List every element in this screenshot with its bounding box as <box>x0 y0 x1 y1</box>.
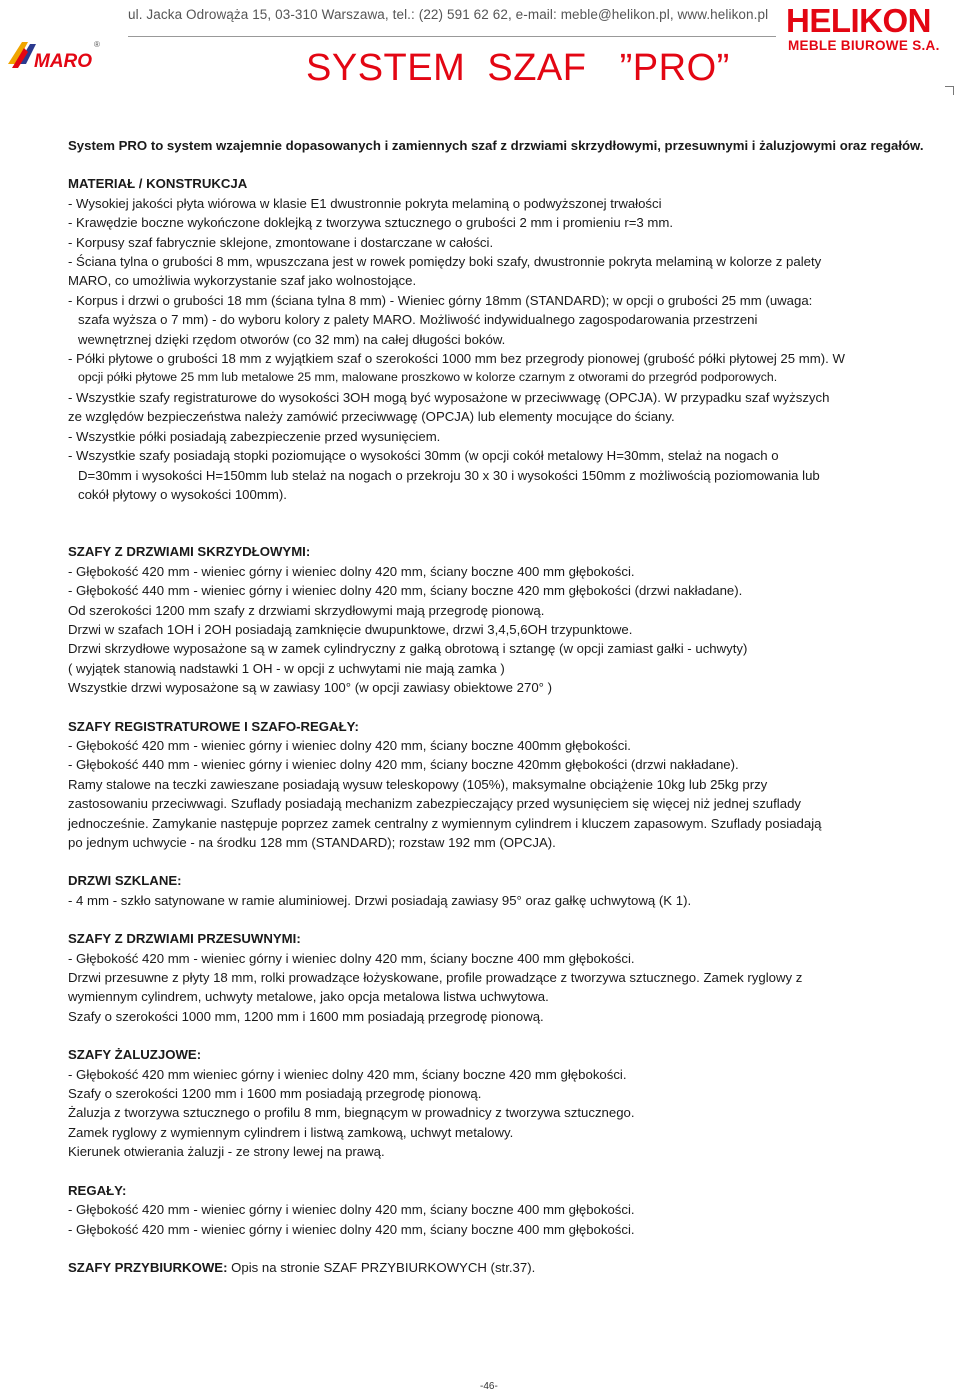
spacer <box>68 523 930 542</box>
maro-logo-text: MARO <box>34 51 93 72</box>
text-line: - Głębokość 420 mm wieniec górny i wieniec dolny 420 mm, ściany boczne 420 mm głębokości. <box>68 1066 627 1082</box>
text-line: - Półki płytowe o grubości 18 mm z wyjątkiem szaf o szerokości 1000 mm bez przegrody pionowej (grubość półki płytowej 25 mm). W <box>68 351 845 367</box>
header-divider <box>128 36 776 37</box>
text-line: D=30mm i wysokości H=150mm lub stelaż na nogach o przekroju 30 x 30 i wysokości 150mm z możliwością poziomowania lub <box>78 467 820 483</box>
text-line: po jednym uchwycie - na środku 128 mm (STANDARD); rozstaw 192 mm (OPCJA). <box>68 835 556 850</box>
text-line: Drzwi w szafach 1OH i 2OH posiadają zamknięcie dwupunktowe, drzwi 3,4,5,6OH trzypunktowe. <box>68 621 633 637</box>
desk-cabinets-text: Opis na stronie SZAF PRZYBIURKOWYCH (str.37). <box>227 1259 536 1275</box>
section-material <box>68 174 930 504</box>
text-line: MARO, co umożliwia wykorzystanie szaf jako wolnostojące. <box>68 273 417 289</box>
text-line: - Głębokość 440 mm - wieniec górny i wieniec dolny 420 mm, ściany boczne 420mm głębokości (drzwi nakładane). <box>68 757 739 773</box>
text-line: - Wszystkie szafy posiadają stopki poziomujące o wysokości 30mm (w opcji cokół metalowy H=30mm, stelaż na nogach o <box>68 448 779 464</box>
text-line: - Głębokość 420 mm - wieniec górny i wieniec dolny 420 mm, ściany boczne 400mm głębokości. <box>68 737 631 753</box>
section-filing <box>68 717 930 853</box>
text-line: Szafy o szerokości 1200 mm i 1600 mm posiadają przegrodę pionową. <box>68 1086 482 1102</box>
section-heading: SZAFY PRZYBIURKOWE: <box>68 1259 228 1275</box>
text-line: ze względów bezpieczeństwa należy zamówić przeciwwagę (OPCJA) lub elementy mocujące do ściany. <box>68 409 675 425</box>
spacer <box>68 1162 930 1181</box>
spacer <box>68 1239 930 1258</box>
page-title: SYSTEM SZAF ”PRO” <box>306 47 730 89</box>
text-line: jednocześnie. Zamykanie następuje poprzez zamek centralny z wymiennym cylindrem i kluczem zapasowym. Szuflady posiadają <box>68 815 822 831</box>
text-line: - Ściana tylna o grubości 8 mm, wpuszczana jest w rowek pomiędzy boki szafy, dwustronnie pokryta melaminą w kolorze z palety <box>68 254 822 270</box>
text-line: szafa wyższa o 7 mm) - do wyboru kolory z palety MARO. Możliwość indywidualnego zagospodarowania przestrzeni <box>78 312 758 328</box>
spacer <box>68 698 930 717</box>
section-heading: SZAFY Z DRZWIAMI SKRZYDŁOWYMI: <box>68 544 311 560</box>
text-line: - Wszystkie szafy registraturowe do wysokości 3OH mogą być wyposażone w przeciwwagę (OPCJA). W przypadku szaf wyższych <box>68 389 830 405</box>
text-line: opcji półki płytowe 25 mm lub metalowe 25 mm, malowane proszkowo w kolorze czarnym z otworami do przegród podporowych. <box>78 370 778 385</box>
section-heading: SZAFY ŻALUZJOWE: <box>68 1047 202 1063</box>
text-line: Żaluzja z tworzywa sztucznego o profilu 8 mm, biegnącym w prowadnicy z tworzywa sztucznego. <box>68 1105 635 1121</box>
spacer <box>68 852 930 871</box>
section-heading: SZAFY Z DRZWIAMI PRZESUWNYMI: <box>68 931 301 947</box>
text-line: Ramy stalowe na teczki zawieszane posiadają wysuw teleskopowy (105%), maksymalne obciążenie 10kg lub 25kg przy <box>68 776 768 792</box>
text-line: Drzwi skrzydłowe wyposażone są w zamek cylindryczny z gałką obrotową i sztangę (w opcji zamiast gałki - uchwyty) <box>68 641 748 657</box>
text-line: - Korpus i drzwi o grubości 18 mm (ściana tylna 8 mm) - Wieniec górny 18mm (STANDARD); w opcji o grubości 25 mm (uwaga: <box>68 292 813 308</box>
helikon-logo-name: HELIKON <box>786 2 931 39</box>
text-line: zastosowaniu przeciwwagi. Szuflady posiadają mechanizm zabezpieczający przed wysunięciem się więcej niż jednej szuflady <box>68 796 801 812</box>
text-line: - Wysokiej jakości płyta wiórowa w klasie E1 dwustronnie pokryta melaminą o podwyższonej trwałości <box>68 195 662 211</box>
text-line: - Głębokość 440 mm - wieniec górny i wieniec dolny 420 mm, ściany boczne 420 mm głębokości (drzwi nakładane). <box>68 583 743 599</box>
maro-logo-icon <box>4 38 104 72</box>
text-line: - Głębokość 420 mm - wieniec górny i wieniec dolny 420 mm, ściany boczne 400 mm głębokości. <box>68 1202 635 1218</box>
text-line: - 4 mm - szkło satynowane w ramie aluminiowej. Drzwi posiadają zawiasy 95° oraz gałkę uchwytową (K 1). <box>68 892 692 908</box>
text-line: Szafy o szerokości 1000 mm, 1200 mm i 1600 mm posiadają przegrodę pionową. <box>68 1008 544 1024</box>
registered-mark: ® <box>94 40 100 49</box>
spacer <box>68 1026 930 1045</box>
intro-paragraph: System PRO to system wzajemnie dopasowanych i zamiennych szaf z drzwiami skrzydłowymi, przesuwnymi i żaluzjowymi oraz regałów. <box>68 138 924 153</box>
spacer <box>68 910 930 929</box>
section-heading: MATERIAŁ / KONSTRUKCJA <box>68 176 248 192</box>
section-hinged <box>68 542 930 697</box>
text-line: cokół płytowy o wysokości 100mm). <box>78 486 287 502</box>
section-heading: DRZWI SZKLANE: <box>68 873 182 889</box>
text-line: Kierunek otwierania żaluzji - ze strony lewej na prawą. <box>68 1144 385 1160</box>
text-line <box>68 1258 930 1277</box>
page-number: -46- <box>480 1381 498 1392</box>
helikon-logo-subtitle: MEBLE BIUROWE S.A. <box>788 38 940 53</box>
text-line: wewnętrznej dzięki rzędom otworów (co 32 mm) na całej długości boków. <box>78 331 506 347</box>
maro-logo <box>4 38 104 72</box>
document-body <box>68 136 930 1277</box>
text-line: Wszystkie drzwi wyposażone są w zawiasy 100° (w opcji zawiasy obiektowe 270° ) <box>68 680 553 696</box>
spacer <box>68 504 930 523</box>
text-line: - Głębokość 420 mm - wieniec górny i wieniec dolny 420 mm, ściany boczne 400 mm głębokości. <box>68 950 635 966</box>
text-line: - Wszystkie półki posiadają zabezpieczenie przed wysunięciem. <box>68 428 441 444</box>
corner-mark <box>945 86 954 95</box>
section-heading: REGAŁY: <box>68 1182 127 1198</box>
section-heading: SZAFY REGISTRATUROWE I SZAFO-REGAŁY: <box>68 718 359 734</box>
text-line: Zamek ryglowy z wymiennym cylindrem i listwą zamkową, uchwyt metalowy. <box>68 1124 514 1140</box>
text-line: wymiennym cylindrem, uchwyty metalowe, jako opcja metalowa listwa uchwytowa. <box>68 989 549 1005</box>
text-line: ( wyjątek stanowią nadstawki 1 OH - w opcji z uchwytami nie mają zamka ) <box>68 660 505 676</box>
section-shelves <box>68 1181 930 1239</box>
text-line: - Głębokość 420 mm - wieniec górny i wieniec dolny 420 mm, ściany boczne 400 mm głębokości. <box>68 1221 635 1237</box>
section-glass-doors <box>68 871 930 910</box>
section-tambour <box>68 1045 930 1161</box>
helikon-logo <box>786 4 958 54</box>
header-contact: ul. Jacka Odrowąża 15, 03-310 Warszawa, tel.: (22) 591 62 62, e-mail: meble@helikon.pl, www.helikon.pl <box>128 7 769 22</box>
section-sliding <box>68 929 930 1026</box>
text-line: - Korpusy szaf fabrycznie sklejone, zmontowane i dostarczane w całości. <box>68 234 494 250</box>
section-desk-cabinets <box>68 1258 930 1277</box>
text-line: - Głębokość 420 mm - wieniec górny i wieniec dolny 420 mm, ściany boczne 400 mm głębokości. <box>68 563 635 579</box>
text-line: Od szerokości 1200 mm szafy z drzwiami skrzydłowymi mają przegrodę pionową. <box>68 602 545 618</box>
text-line: Drzwi przesuwne z płyty 18 mm, rolki prowadzące łożyskowane, profile prowadzące z tworzywa sztucznego. Zamek ryglowy z <box>68 970 803 986</box>
text-line: - Krawędzie boczne wykończone doklejką z tworzywa sztucznego o grubości 2 mm i promieniu r=3 mm. <box>68 215 674 231</box>
